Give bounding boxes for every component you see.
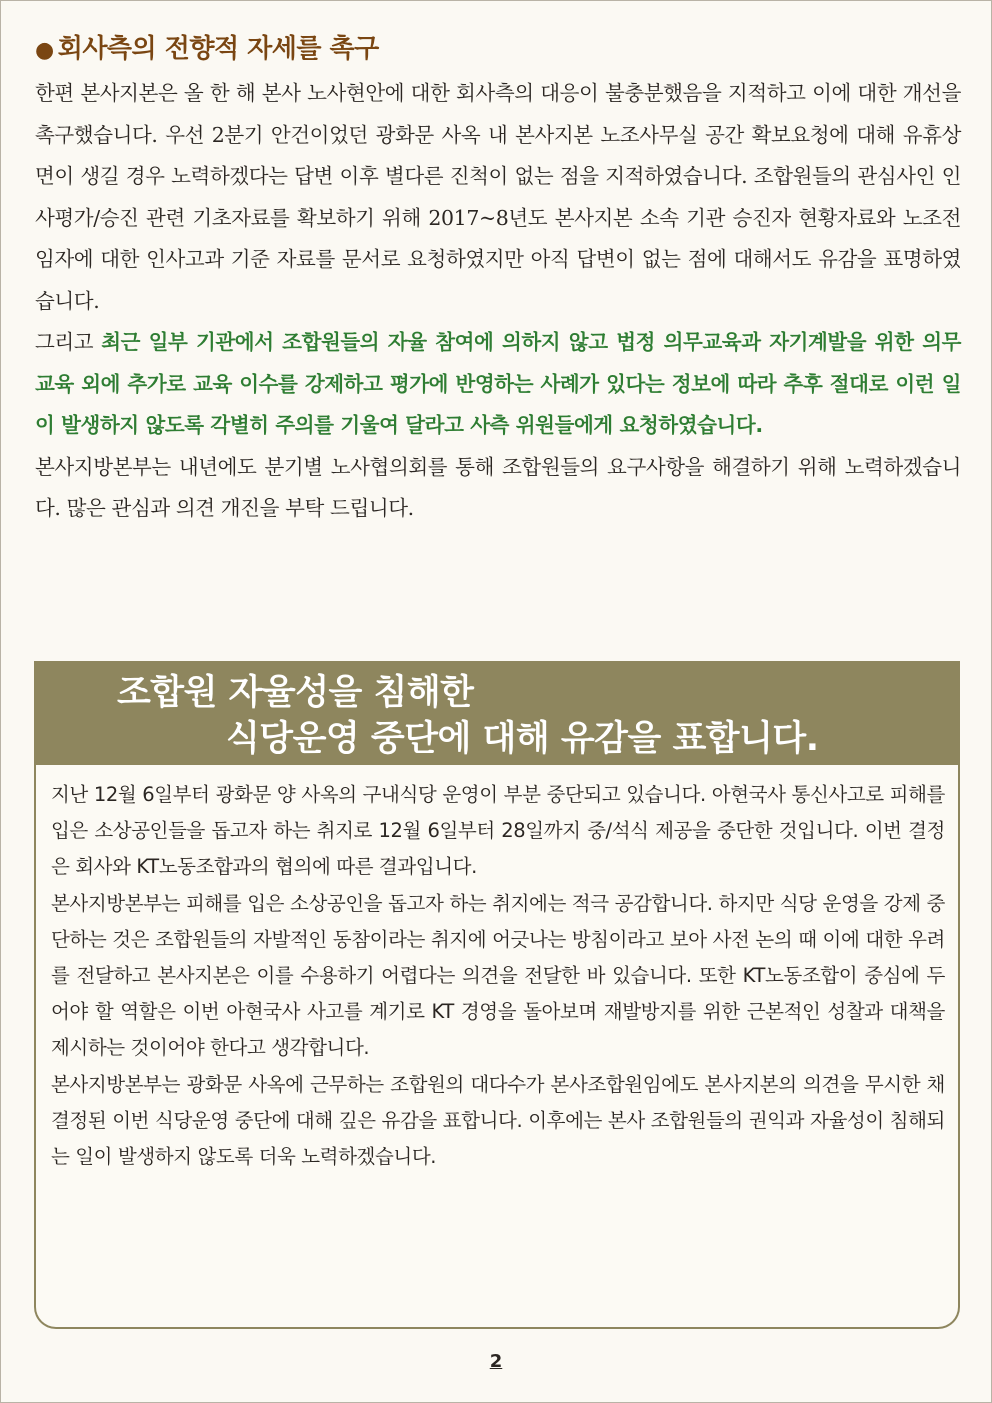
- section-title: [35, 31, 961, 69]
- page-number: [1, 1351, 991, 1372]
- section-company-stance: [35, 31, 961, 530]
- notice-header: [34, 661, 960, 765]
- page-number-text: 2: [489, 1351, 503, 1372]
- notice-heading-line2: 식당운영 중단에 대해 유감을 표합니다.: [226, 719, 819, 759]
- notice-paragraph-1: 지난 12월 6일부터 광화문 양 사옥의 구내식당 운영이 부분 중단되고 있습니다. 아현국사 통신사고로 피해를 입은 소상공인들을 돕고자 하는 취지로 12월 6일부터 28일까지 중/석식 제공을 중단한 것입니다. 이번 결정은 회사와 KT노동조합과의 협의에 따른 결과입니다.: [51, 783, 945, 879]
- bullet-icon: ●: [35, 38, 54, 63]
- cafeteria-notice-box: [34, 661, 960, 1329]
- section-title-text: 회사측의 전향적 자세를 촉구: [57, 34, 379, 64]
- notice-paragraph-2: 본사지방본부는 피해를 입은 소상공인을 돕고자 하는 취지에는 적극 공감합니다. 하지만 식당 운영을 강제 중단하는 것은 조합원들의 자발적인 동참이라는 취지에 어긋나는 방침이라고 보아 사전 논의 때 이에 대한 우려를 전달하고 본사지본은 이를 수용하기 어렵다는 의견을 전달한 바 있습니다. 또한 KT노동조합이 중심에 두어야 할 역할은 이번 아현국사 사고를 계기로 KT 경영을 돌아보며 재발방지를 위한 근본적인 성찰과 대책을 제시하는 것이어야 한다고 생각합니다.: [51, 891, 945, 1060]
- notice-heading-line1: 조합원 자율성을 침해한: [117, 673, 474, 713]
- notice-body: [51, 777, 945, 1175]
- paragraph-education-request: [35, 322, 961, 447]
- notice-paragraph-3: 본사지방본부는 광화문 사옥에 근무하는 조합원의 대다수가 본사조합원임에도 본사지본의 의견을 무시한 채 결정된 이번 식당운영 중단에 대해 깊은 유감을 표합니다. 이후에는 본사 조합원들의 권익과 자율성이 침해되는 일이 발생하지 않도록 더욱 노력하겠습니다.: [51, 1072, 945, 1169]
- paragraph-lead-text: 그리고: [35, 330, 102, 354]
- paragraph-closing: 본사지방본부는 내년에도 분기별 노사협의회를 통해 조합원들의 요구사항을 해결하기 위해 노력하겠습니다. 많은 관심과 의견 개진을 부탁 드립니다.: [35, 454, 961, 520]
- paragraph-improvement-request: 한편 본사지본은 올 한 해 본사 노사현안에 대한 회사측의 대응이 불충분했음을 지적하고 이에 대한 개선을 촉구했습니다. 우선 2분기 안건이었던 광화문 사옥 내 본사지본 노조사무실 공간 확보요청에 대해 유휴상면이 생길 경우 노력하겠다는 답변 이후 별다른 진척이 없는 점을 지적하였습니다. 조합원들의 관심사인 인사평가/승진 관련 기초자료를 확보하기 위해 2017~8년도 본사지본 소속 기관 승진자 현황자료와 노조전임자에 대한 인사고과 기준 자료를 문서로 요청하였지만 아직 답변이 없는 점에 대해서도 유감을 표명하였습니다.: [35, 81, 961, 313]
- highlighted-text: 최근 일부 기관에서 조합원들의 자율 참여에 의하지 않고 법정 의무교육과 자기계발을 위한 의무 교육 외에 추가로 교육 이수를 강제하고 평가에 반영하는 사례가 있다는 정보에 따라 추후 절대로 이런 일이 발생하지 않도록 각별히 주의를 기울여 달라고 사측 위원들에게 요청하였습니다.: [35, 330, 962, 437]
